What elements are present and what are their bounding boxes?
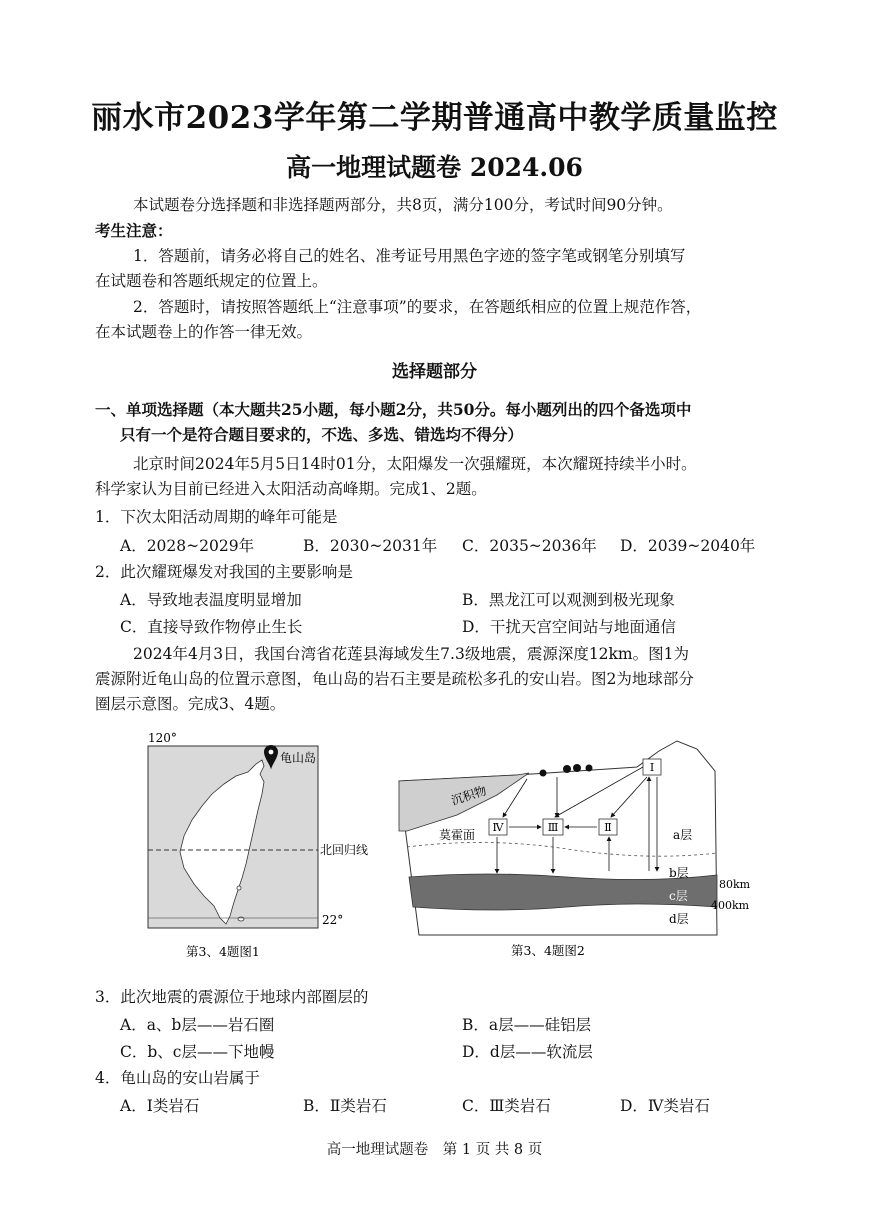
q3-option-d: D．d层——软流层 (462, 1043, 593, 1061)
q3-option-a: A．a、b层——岩石圈 (120, 1016, 275, 1034)
longitude-label: 120° (148, 731, 177, 745)
q1-option-c: C．2035~2036年 (462, 537, 597, 555)
box-i: Ⅰ (649, 761, 655, 774)
intro-text: 本试题卷分选择题和非选择题两部分，共8页，满分100分，考试时间90分钟。 (133, 196, 673, 214)
layer-c-label: c层 (669, 889, 688, 903)
tropic-label: 北回归线 (320, 843, 369, 857)
q4-option-a: A．Ⅰ类岩石 (120, 1097, 200, 1115)
q4-option-c: C．Ⅲ类岩石 (462, 1097, 551, 1115)
figure-1-caption: 第3、4题图1 (186, 944, 260, 959)
q4-option-d: D．Ⅳ类岩石 (620, 1097, 710, 1115)
box-iii: Ⅲ (547, 821, 559, 834)
q1-option-a: A．2028~2029年 (120, 537, 255, 555)
page-footer: 高一地理试题卷 第 1 页 共 8 页 (326, 1142, 543, 1158)
q1-option-d: D．2039~2040年 (620, 537, 756, 555)
notice-heading: 考生注意： (95, 221, 173, 240)
part1-heading-line1: 一、单项选择题（本大题共25小题，每小题2分，共50分。每小题列出的四个备选项中 (95, 400, 692, 419)
figure-2-caption: 第3、4题图2 (511, 943, 585, 958)
q3-option-b: B．a层——硅铝层 (462, 1016, 592, 1034)
page-title: 丽水市2023学年第二学期普通高中教学质量监控 (91, 100, 778, 136)
layer-a-label: a层 (673, 828, 693, 842)
notice-1-line1: 1．答题前，请务必将自己的姓名、准考证号用黑色字迹的签字笔或钢笔分别填写 (133, 247, 686, 265)
page-subtitle: 高一地理试题卷 2024.06 (286, 153, 583, 182)
section-heading: 选择题部分 (392, 362, 477, 382)
q4-option-b: B．Ⅱ类岩石 (303, 1097, 387, 1115)
figure-2-layers (397, 735, 757, 967)
layer-d-label: d层 (669, 912, 689, 926)
stem1-line1: 北京时间2024年5月5日14时01分，太阳爆发一次强耀斑，本次耀斑持续半小时。 (133, 455, 697, 473)
box-ii: Ⅱ (604, 821, 612, 834)
question-4: 4．龟山岛的安山岩属于 (95, 1069, 260, 1087)
latitude-label: 22° (322, 913, 344, 927)
moho-label: 莫霍面 (439, 828, 476, 842)
question-1: 1．下次太阳活动周期的峰年可能是 (95, 508, 338, 526)
question-3: 3．此次地震的震源位于地球内部圈层的 (95, 988, 369, 1006)
notice-2-line2: 在本试题卷上的作答一律无效。 (95, 323, 313, 341)
depth-80-label: 80km (719, 878, 751, 891)
island-label: 龟山岛 (280, 751, 317, 765)
question-2: 2．此次耀斑爆发对我国的主要影响是 (95, 563, 353, 581)
figure-1-map (140, 728, 390, 968)
layer-b-label: b层 (669, 866, 689, 880)
stem2-line2: 震源附近龟山岛的位置示意图，龟山岛的岩石主要是疏松多孔的安山岩。图2为地球部分 (95, 670, 694, 688)
depth-400-label: 400km (711, 899, 750, 912)
stem2-line3: 圈层示意图。完成3、4题。 (95, 695, 286, 713)
q2-option-d: D．干扰天宫空间站与地面通信 (462, 618, 676, 636)
sediment-label: 沉积物 (449, 783, 489, 808)
part1-heading-line2: 只有一个是符合题目要求的，不选、多选、错选均不得分） (120, 425, 524, 444)
q1-option-b: B．2030~2031年 (303, 537, 438, 555)
notice-2-line1: 2．答题时，请按照答题纸上“注意事项”的要求，在答题纸相应的位置上规范作答， (133, 298, 702, 316)
q2-option-c: C．直接导致作物停止生长 (120, 618, 303, 636)
box-iv: Ⅳ (492, 821, 504, 834)
stem2-line1: 2024年4月3日，我国台湾省花莲县海域发生7.3级地震，震源深度12km。图1为 (133, 645, 689, 663)
q2-option-a: A．导致地表温度明显增加 (120, 591, 302, 609)
stem1-line2: 科学家认为目前已经进入太阳活动高峰期。完成1、2题。 (95, 480, 487, 498)
q2-option-b: B．黑龙江可以观测到极光现象 (462, 591, 675, 609)
notice-1-line2: 在试题卷和答题纸规定的位置上。 (95, 272, 328, 290)
q3-option-c: C．b、c层——下地幔 (120, 1043, 275, 1061)
